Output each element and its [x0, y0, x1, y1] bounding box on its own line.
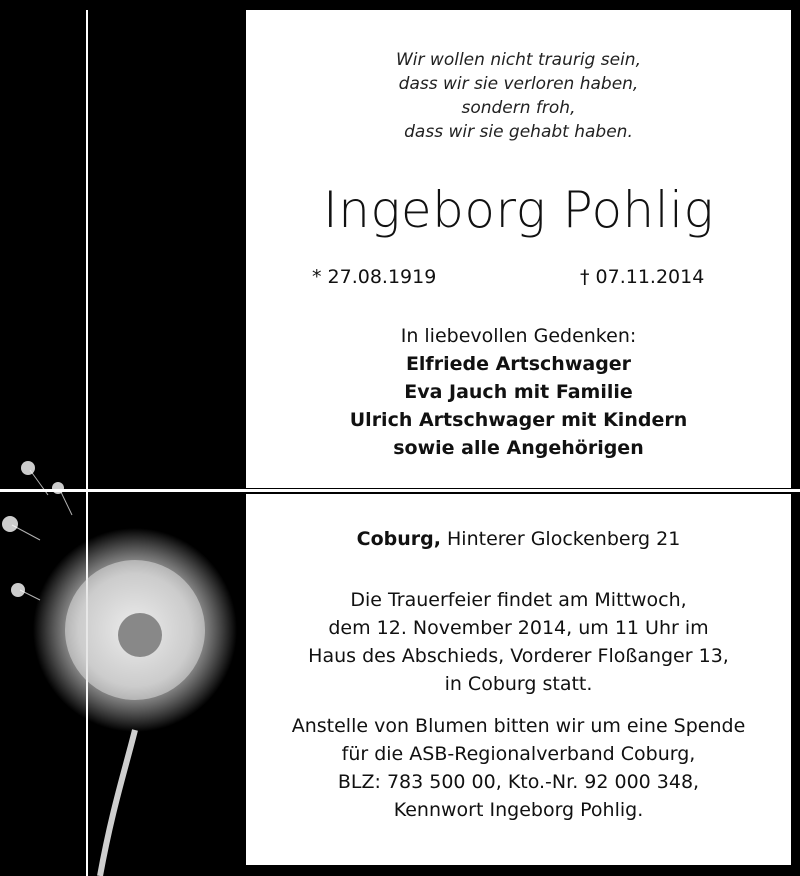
mourner: sowie alle Angehörigen	[393, 437, 644, 459]
donation-line: Kennwort Ingeborg Pohlig.	[393, 799, 644, 821]
donation-line: BLZ: 783 500 00, Kto.-Nr. 92 000 348,	[337, 771, 700, 793]
ceremony-line: Die Trauerfeier findet am Mittwoch,	[350, 589, 687, 611]
donation-line: Anstelle von Blumen bitten wir um eine Spende	[291, 715, 746, 737]
memorial-intro: In liebevollen Gedenken:	[400, 325, 637, 347]
mourner: Eva Jauch mit Familie	[404, 381, 633, 403]
ceremony-line: in Coburg statt.	[444, 673, 593, 695]
quote-block	[246, 48, 791, 144]
donation-line: für die ASB-Regionalverband Coburg,	[341, 743, 696, 765]
quote-line: dass wir sie verloren haben,	[398, 74, 639, 94]
address-city: Coburg,	[356, 528, 441, 550]
ceremony-info	[246, 586, 791, 698]
death-date: † 07.11.2014	[580, 266, 705, 288]
ceremony-line: dem 12. November 2014, um 11 Uhr im	[328, 617, 709, 639]
address	[246, 528, 791, 550]
mourner: Ulrich Artschwager mit Kindern	[349, 409, 688, 431]
obituary-bottom-panel	[246, 494, 791, 865]
quote-line: Wir wollen nicht traurig sein,	[396, 50, 641, 70]
obituary-top-panel	[246, 10, 791, 488]
address-street: Hinterer Glockenberg 21	[447, 528, 681, 550]
quote-line: sondern froh,	[461, 98, 576, 118]
donation-info	[246, 712, 791, 824]
mourners-list	[246, 350, 791, 462]
mourner: Elfriede Artschwager	[405, 353, 632, 375]
ceremony-line: Haus des Abschieds, Vorderer Floßanger 13,	[308, 645, 729, 667]
deceased-name: Ingeborg Pohlig	[322, 181, 715, 239]
quote-line: dass wir sie gehabt haben.	[404, 122, 633, 142]
dandelion-image	[0, 440, 246, 876]
birth-date: * 27.08.1919	[312, 266, 437, 288]
